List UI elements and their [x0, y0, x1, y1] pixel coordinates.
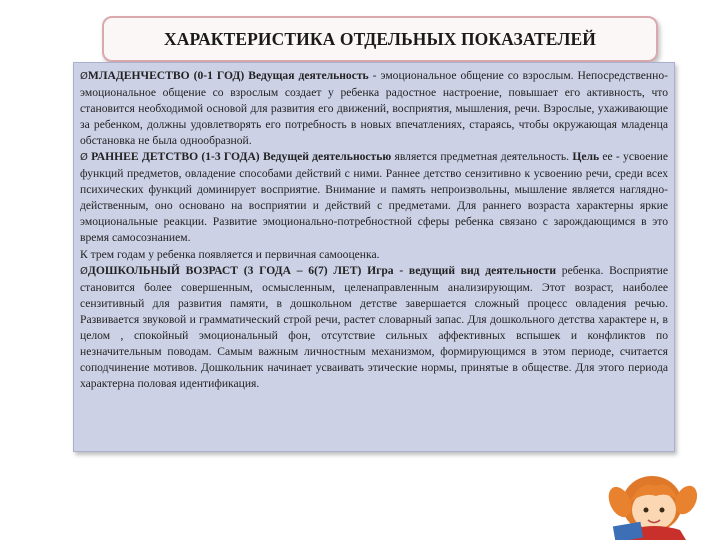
section-heading: ДОШКОЛЬНЫЙ ВОЗРАСТ (3 ГОДА – 6(7) ЛЕТ) — [87, 263, 362, 277]
section-text: ребенка. Восприятие становится более совершенным, осмысленным, целенаправленным анализирующим. Этот возраст, наиболее сензитивный для развития памяти, в дошкольном детстве завершается сложный процесс овладения речью. Развивается звуковой и грамматический строй речи, растет словарный запас. Для дошкольного детства характере н, в целом , спокойный эмоциональный фон, отсутствие сильных аффективных вспышек и конфликтов по незначительным поводам. Самым важным личностным механизмом, формирующимся в этом периоде, считается соподчинение мотивов. Дошкольник начинает усваивать этические нормы, принятые в обществе. Для этого периода характерна половая идентификация. — [80, 263, 668, 390]
section-extra-note: К трем годам у ребенка появляется и первичная самооценка. — [80, 247, 380, 261]
section-text: является предметная деятельность. — [394, 150, 570, 164]
section-heading: МЛАДЕНЧЕСТВО (0-1 ГОД) — [87, 69, 245, 82]
section-infancy — [80, 68, 668, 149]
girl-with-book-illustration — [600, 452, 720, 540]
arrow-bullet-icon: Ø — [80, 152, 88, 164]
section-subheading: Ведущей деятельностью — [262, 150, 392, 164]
goal-label: Цель — [572, 150, 600, 164]
section-text: - эмоциональное общение со взрослым. Непосредственно-эмоциональное общение со взрослым создает у ребенка радостное настроение, повышает его активность, что становится необходимой основой для развития его движений, восприятия, мышления, речи. Взрослые, ухаживающие за ребенком, должны удовлетворять его потребность в новых впечатлениях, стараясь, чтобы окружающая младенца обстановка не была однообразной. — [80, 69, 668, 148]
page-title: ХАРАКТЕРИСТИКА ОТДЕЛЬНЫХ ПОКАЗАТЕЛЕЙ — [164, 28, 596, 49]
section-heading: РАННЕЕ ДЕТСТВО (1-3 ГОДА) — [91, 150, 260, 164]
section-subheading: Игра - ведущий вид деятельности — [367, 263, 557, 277]
content-panel — [73, 62, 675, 452]
goal-text: ее - усвоение функций предметов, овладение способами действий с ними. Раннее детство сензитивно к усвоению речи, среди всех психических функций доминирует восприятие. Внимание и память непроизвольны, мышление является наглядно-действенным, оно основано на восприятии и действий с предметами. Для раннего возраста характерны яркие эмоциональные реакции. Развитие эмоционально-потребностной сферы ребенка связано с зарождающимся в это время самосознанием. — [80, 150, 669, 245]
section-preschool — [80, 263, 668, 392]
section-early-childhood — [80, 149, 668, 246]
arrow-bullet-icon: Ø — [80, 71, 88, 82]
title-banner — [102, 16, 658, 62]
arrow-bullet-icon: Ø — [80, 265, 88, 277]
section-subheading: Ведущая деятельность — [248, 69, 369, 82]
content-text — [80, 68, 668, 392]
